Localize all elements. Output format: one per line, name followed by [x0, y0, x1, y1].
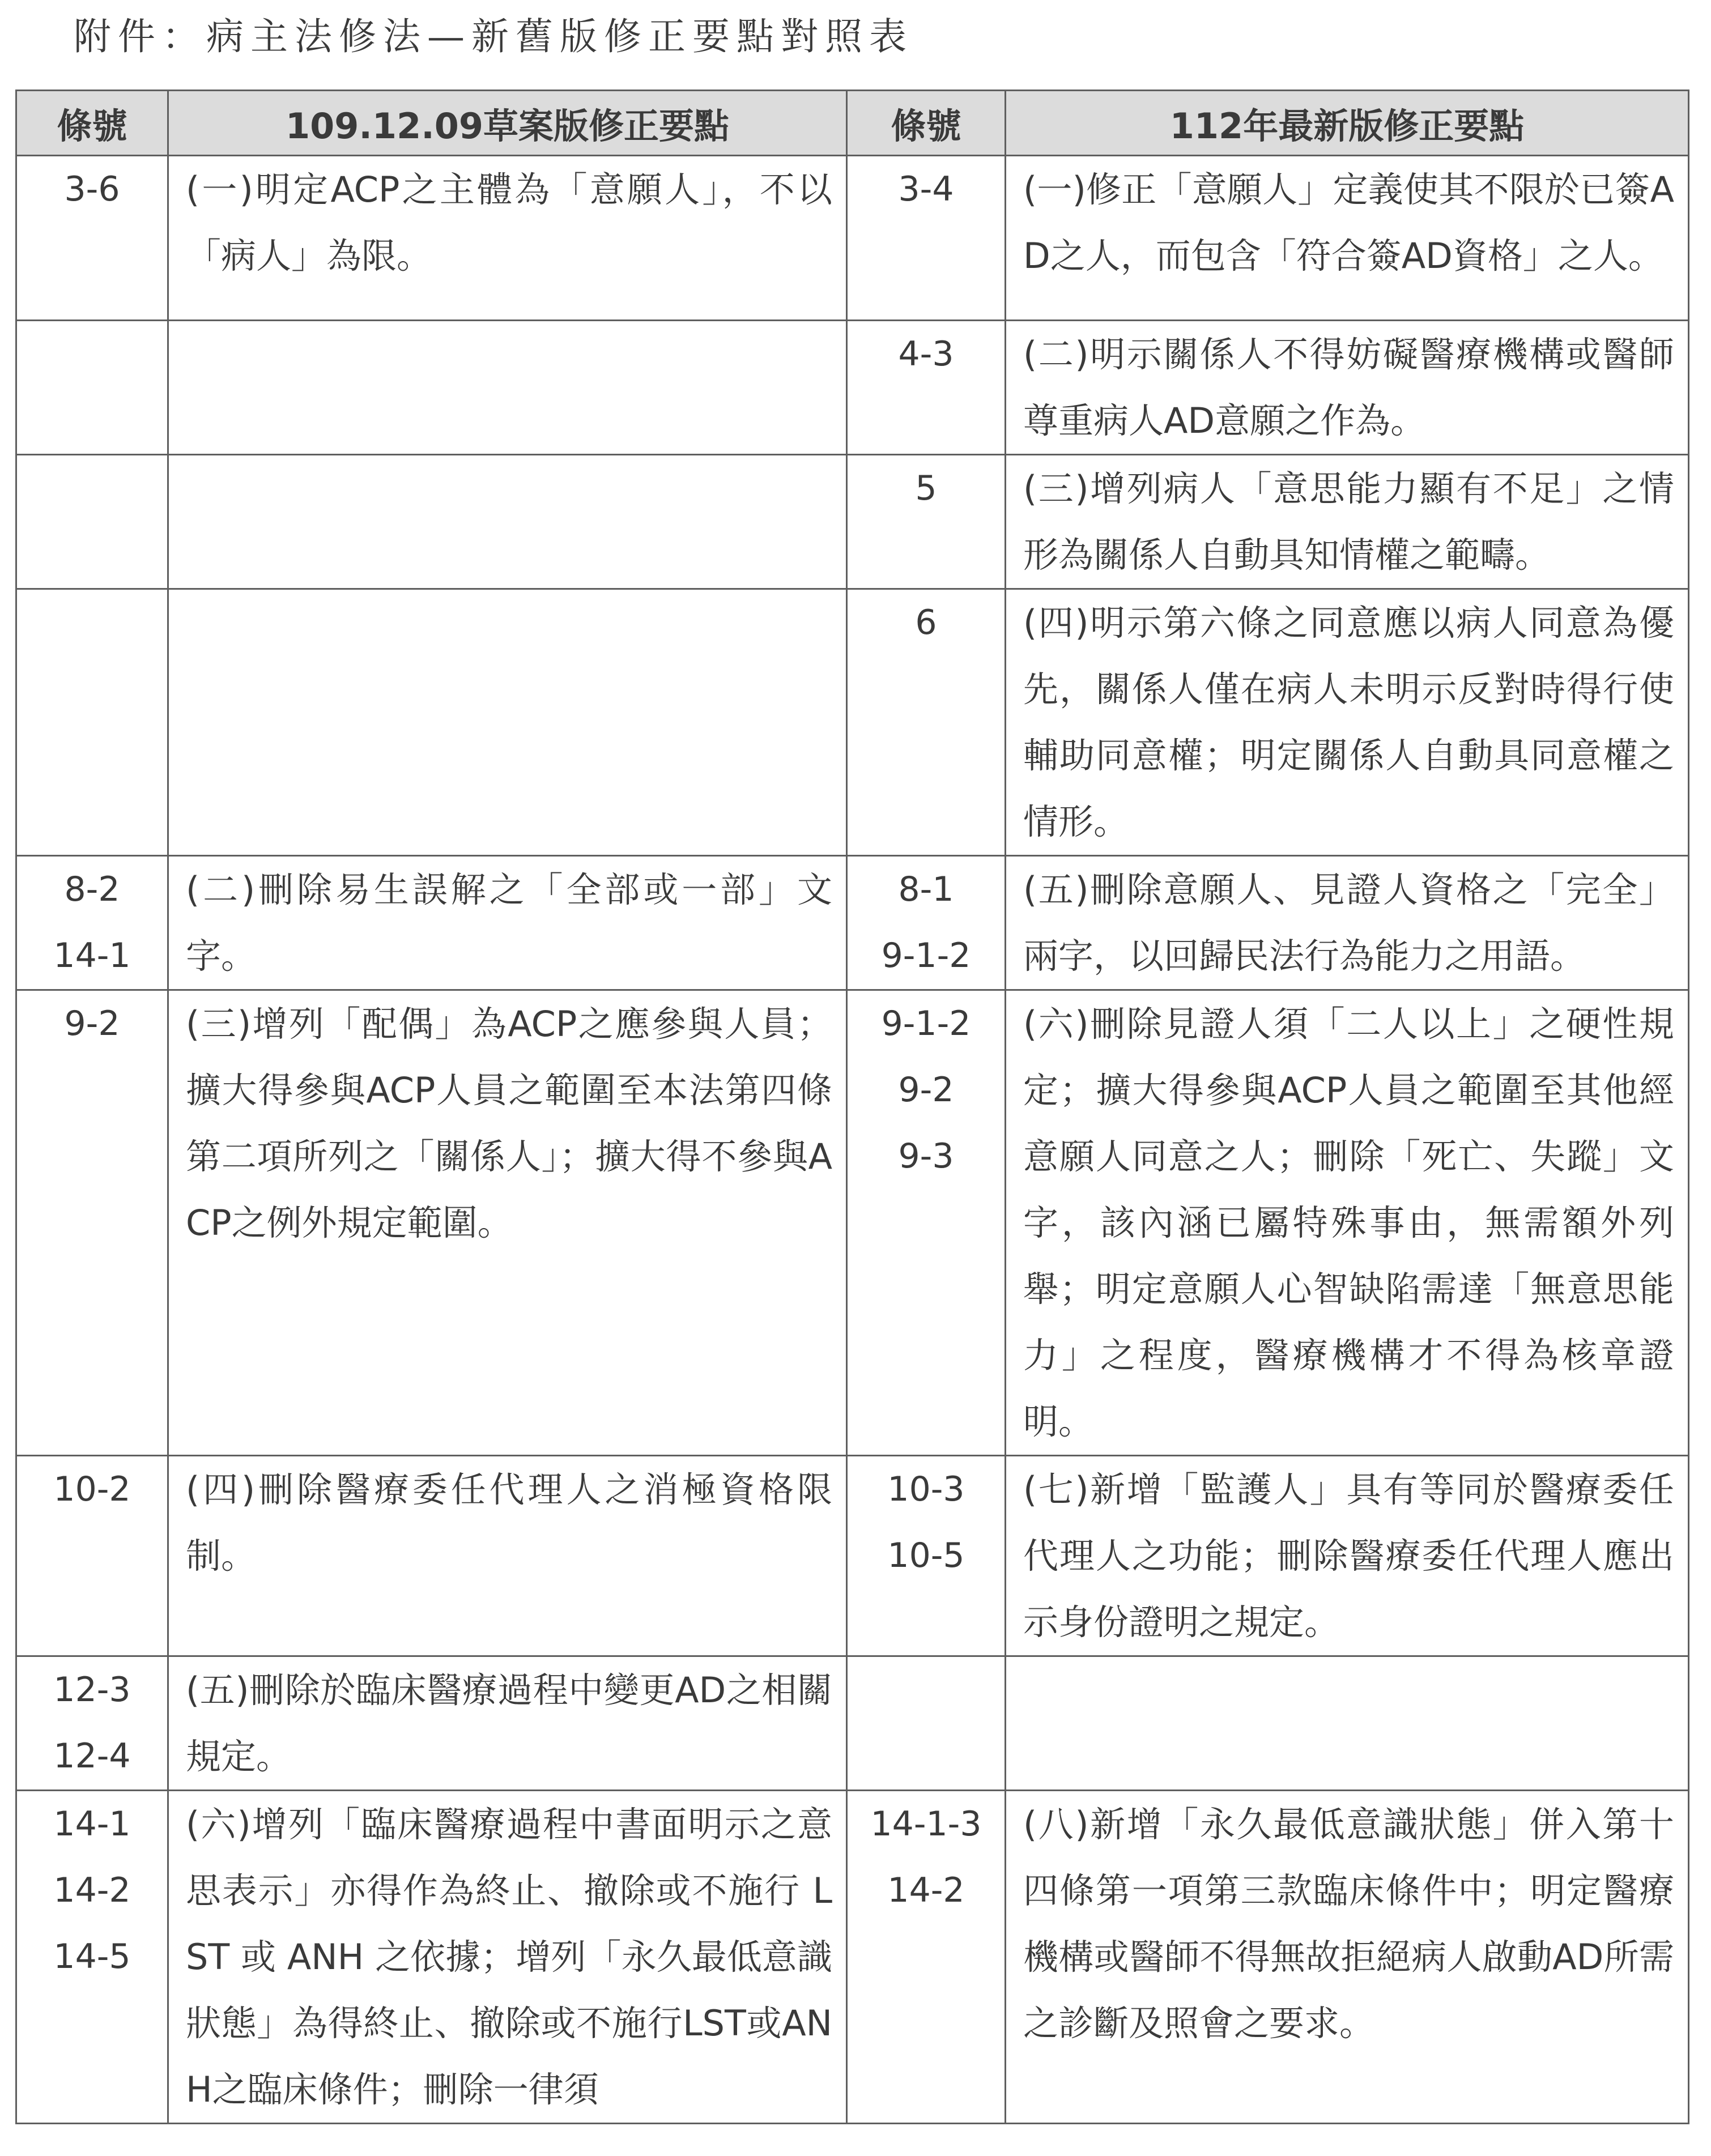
old-article-no-cell: [16, 321, 168, 455]
new-amendment-cell: (一)修正「意願人」定義使其不限於已簽AD之人，而包含「符合簽AD資格」之人。: [1006, 156, 1689, 321]
new-article-no-cell: [847, 589, 1006, 856]
new-article-no-cell: [847, 1456, 1006, 1656]
old-amendment-cell: (三)增列「配偶」為ACP之應參與人員；擴大得參與ACP人員之範圍至本法第四條第二項所列之「關係人」；擴大得不參與ACP之例外規定範圍。: [168, 990, 847, 1456]
table-row: [16, 455, 1689, 589]
article-number: 14-2: [887, 1870, 965, 1910]
table-header-row: [16, 91, 1689, 156]
page-title: 附件：病主法修法—新舊版修正要點對照表: [74, 15, 913, 58]
article-number: 14-5: [53, 1937, 131, 1976]
article-number: 12-3: [53, 1670, 131, 1710]
table-row: [16, 990, 1689, 1456]
new-amendment-cell: (八)新增「永久最低意識狀態」併入第十四條第一項第三款臨床條件中；明定醫療機構或醫師不得無故拒絕病人啟動AD所需之診斷及照會之要求。: [1006, 1791, 1689, 2124]
old-article-no-cell: [16, 156, 168, 321]
article-number: 14-1-3: [870, 1804, 982, 1844]
new-amendment-cell: (四)明示第六條之同意應以病人同意為優先，關係人僅在病人未明示反對時得行使輔助同意權；明定關係人自動具同意權之情形。: [1006, 589, 1689, 856]
old-amendment-cell: [168, 321, 847, 455]
table-row: [16, 1656, 1689, 1791]
old-amendment-cell: [168, 455, 847, 589]
header-old-amendment: 109.12.09草案版修正要點: [168, 91, 847, 156]
new-article-no-cell: [847, 321, 1006, 455]
article-number: 14-1: [53, 1804, 131, 1844]
table-row: [16, 156, 1689, 321]
header-new-article-no: 條號: [847, 91, 1006, 156]
new-amendment-cell: (五)刪除意願人、見證人資格之「完全」兩字，以回歸民法行為能力之用語。: [1006, 856, 1689, 990]
article-number: 14-1: [53, 936, 131, 975]
article-number: 8-1: [898, 870, 954, 909]
old-article-no-cell: [16, 1456, 168, 1656]
table-row: [16, 856, 1689, 990]
article-number: 12-4: [53, 1736, 131, 1776]
old-article-no-cell: [16, 1656, 168, 1791]
article-number: 4-3: [898, 334, 954, 374]
header-old-article-no: 條號: [16, 91, 168, 156]
new-amendment-cell: (六)刪除見證人須「二人以上」之硬性規定；擴大得參與ACP人員之範圍至其他經意願人同意之人；刪除「死亡、失蹤」文字，該內涵已屬特殊事由，無需額外列舉；明定意願人心智缺陷需達「無意思能力」之程度，醫療機構才不得為核章證明。: [1006, 990, 1689, 1456]
new-amendment-cell: (七)新增「監護人」具有等同於醫療委任代理人之功能；刪除醫療委任代理人應出示身份證明之規定。: [1006, 1456, 1689, 1656]
article-number: 9-1-2: [881, 936, 971, 975]
article-number: 10-5: [887, 1536, 965, 1575]
article-number: 10-3: [887, 1469, 965, 1509]
new-article-no-cell: [847, 156, 1006, 321]
table-body: [16, 156, 1689, 2124]
article-number: 6: [915, 603, 937, 642]
article-number: 5: [915, 468, 937, 508]
new-article-no-cell: [847, 856, 1006, 990]
old-amendment-cell: (五)刪除於臨床醫療過程中變更AD之相關規定。: [168, 1656, 847, 1791]
article-number: 10-2: [53, 1469, 131, 1509]
new-article-no-cell: [847, 455, 1006, 589]
article-number: 9-1-2: [881, 1004, 971, 1043]
article-number: 3-6: [64, 169, 120, 209]
old-amendment-cell: (四)刪除醫療委任代理人之消極資格限制。: [168, 1456, 847, 1656]
old-article-no-cell: [16, 990, 168, 1456]
old-amendment-cell: [168, 589, 847, 856]
new-article-no-cell: [847, 1791, 1006, 2124]
new-amendment-cell: (三)增列病人「意思能力顯有不足」之情形為關係人自動具知情權之範疇。: [1006, 455, 1689, 589]
new-article-no-cell: [847, 990, 1006, 1456]
comparison-table: [15, 90, 1689, 2124]
new-amendment-cell: (二)明示關係人不得妨礙醫療機構或醫師尊重病人AD意願之作為。: [1006, 321, 1689, 455]
article-number: 3-4: [898, 169, 954, 209]
article-number: 8-2: [64, 870, 120, 909]
article-number: 14-2: [53, 1870, 131, 1910]
table-row: [16, 1456, 1689, 1656]
header-new-amendment: 112年最新版修正要點: [1006, 91, 1689, 156]
table-row: [16, 589, 1689, 856]
old-amendment-cell: (一)明定ACP之主體為「意願人」，不以「病人」為限。: [168, 156, 847, 321]
table-row: [16, 321, 1689, 455]
old-amendment-cell: (二)刪除易生誤解之「全部或一部」文字。: [168, 856, 847, 990]
table-row: [16, 1791, 1689, 2124]
old-amendment-cell: (六)增列「臨床醫療過程中書面明示之意思表示」亦得作為終止、撤除或不施行 LST 或 ANH 之依據；增列「永久最低意識狀態」為得終止、撤除或不施行LST或ANH之臨床條件；刪除一律須: [168, 1791, 847, 2124]
article-number: 9-2: [898, 1070, 954, 1110]
old-article-no-cell: [16, 455, 168, 589]
new-article-no-cell: [847, 1656, 1006, 1791]
article-number: 9-3: [898, 1136, 954, 1176]
old-article-no-cell: [16, 1791, 168, 2124]
old-article-no-cell: [16, 589, 168, 856]
old-article-no-cell: [16, 856, 168, 990]
new-amendment-cell: [1006, 1656, 1689, 1791]
article-number: 9-2: [64, 1004, 120, 1043]
